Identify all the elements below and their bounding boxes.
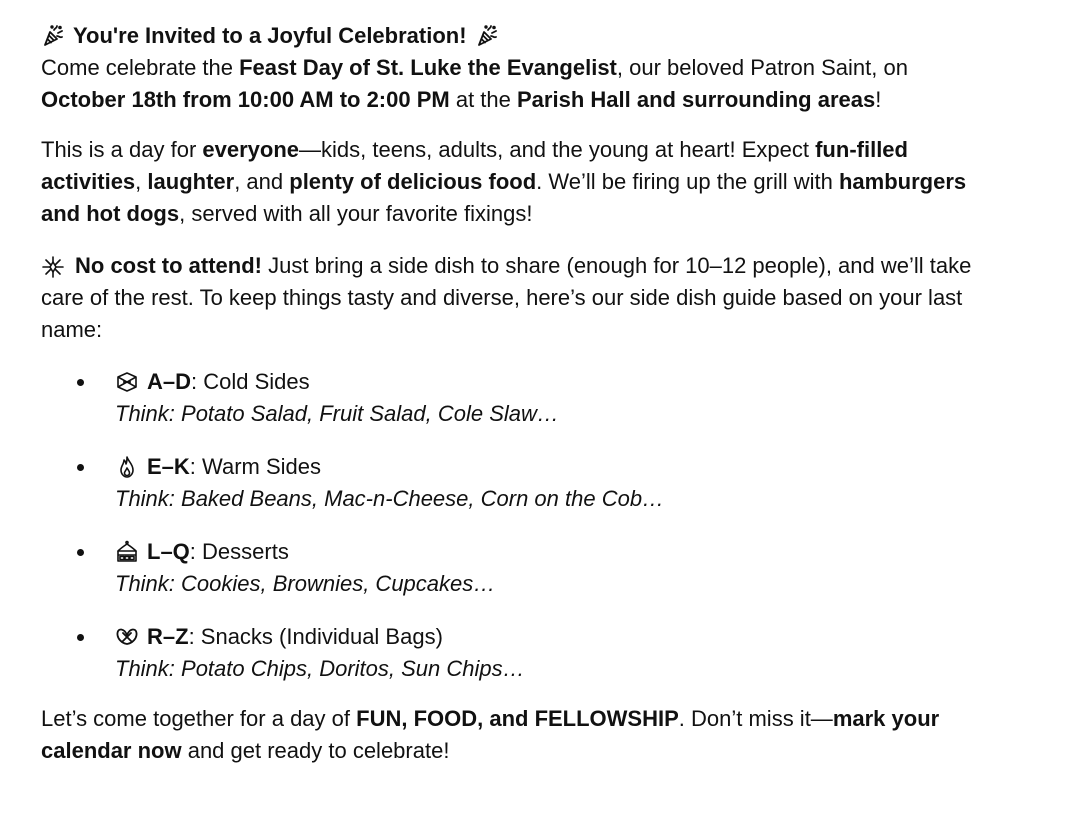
activities-text: , xyxy=(135,169,148,194)
invitation-heading xyxy=(41,20,976,52)
closing-text: Let’s come together for a day of xyxy=(41,706,357,731)
heading-text: You're Invited to a Joyful Celebration! xyxy=(73,23,467,48)
name-range: A–D xyxy=(147,369,192,394)
bullet xyxy=(77,464,84,471)
activities-bold: plenty of delicious food xyxy=(289,169,537,194)
activities-bold: laughter xyxy=(147,169,235,194)
closing-paragraph xyxy=(41,703,976,767)
dish-examples: Think: Potato Chips, Doritos, Sun Chips… xyxy=(115,656,525,681)
closing-text: and get ready to celebrate! xyxy=(181,738,450,763)
dish-category: : Desserts xyxy=(189,539,289,564)
bullet xyxy=(77,379,84,386)
closing-text: . Don’t miss it— xyxy=(678,706,833,731)
dish-category: : Warm Sides xyxy=(189,454,322,479)
name-range: R–Z xyxy=(147,624,189,649)
intro-paragraph xyxy=(41,52,976,116)
sparkle-icon xyxy=(41,255,65,279)
list-item xyxy=(41,536,1081,600)
event-location: Parish Hall and surrounding areas xyxy=(517,87,876,112)
side-dish-guide xyxy=(41,366,1081,685)
feast-name: Feast Day of St. Luke the Evangelist xyxy=(239,55,617,80)
name-range: L–Q xyxy=(147,539,190,564)
list-item xyxy=(41,621,1081,685)
activities-bold: fun-filled activities xyxy=(41,137,908,194)
intro-text: , our beloved Patron Saint, on xyxy=(616,55,908,80)
dish-category: : Snacks (Individual Bags) xyxy=(188,624,443,649)
activities-text: , and xyxy=(234,169,290,194)
intro-text: ! xyxy=(875,87,882,112)
intro-text: at the xyxy=(449,87,517,112)
dish-examples: Think: Baked Beans, Mac-n-Cheese, Corn on the Cob… xyxy=(115,486,665,511)
party-popper-icon xyxy=(41,24,65,48)
activities-text: —kids, teens, adults, and the young at heart! Expect xyxy=(299,137,816,162)
flame-icon xyxy=(115,455,139,479)
no-cost-note: No cost to attend! xyxy=(75,253,262,278)
event-date-time: October 18th from 10:00 AM to 2:00 PM xyxy=(41,87,450,112)
bullet xyxy=(77,549,84,556)
closing-bold: FUN, FOOD, and FELLOWSHIP xyxy=(356,706,679,731)
dish-examples: Think: Cookies, Brownies, Cupcakes… xyxy=(115,571,496,596)
cost-paragraph xyxy=(41,250,976,346)
cold-box-icon xyxy=(115,370,139,394)
closing-bold: mark your calendar now xyxy=(41,706,940,763)
dish-examples: Think: Potato Salad, Fruit Salad, Cole Slaw… xyxy=(115,401,559,426)
activities-text: . We’ll be firing up the grill with xyxy=(536,169,839,194)
intro-text: Come celebrate the xyxy=(41,55,240,80)
list-item xyxy=(41,366,1081,430)
bullet xyxy=(77,634,84,641)
activities-bold: everyone xyxy=(202,137,300,162)
dessert-icon xyxy=(115,540,139,564)
dish-category: : Cold Sides xyxy=(191,369,310,394)
party-popper-icon xyxy=(475,24,499,48)
activities-text: This is a day for xyxy=(41,137,203,162)
activities-paragraph xyxy=(41,134,976,230)
list-item xyxy=(41,451,1081,515)
cost-text: Just bring a side dish to share (enough for 10–12 people), and we’ll take care of the rest. To keep things tasty and diverse, here’s our side dish guide based on your last name: xyxy=(41,253,972,342)
activities-text: , served with all your favorite fixings! xyxy=(179,201,533,226)
name-range: E–K xyxy=(147,454,190,479)
activities-bold: hamburgers and hot dogs xyxy=(41,169,967,226)
pretzel-icon xyxy=(115,625,139,649)
